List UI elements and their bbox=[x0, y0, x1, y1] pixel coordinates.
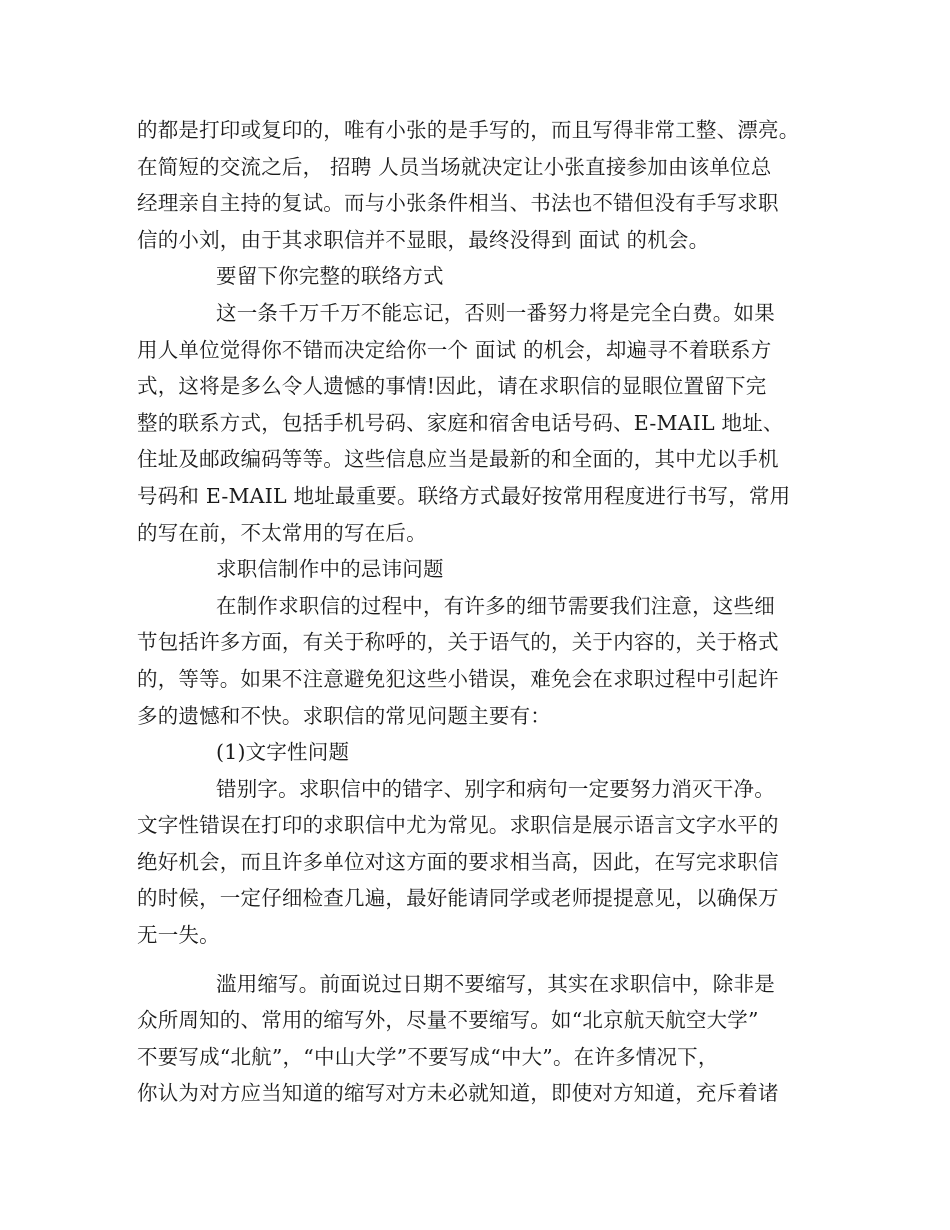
text-line: 整的联系方式，包括手机号码、家庭和宿舍电话号码、E-MAIL 地址、 bbox=[137, 410, 784, 435]
text-line: 的时候，一定仔细检查几遍，最好能请同学或老师提提意见，以确保万 bbox=[137, 886, 779, 911]
text-line: 这一条千万千万不能忘记，否则一番努力将是完全白费。如果 bbox=[216, 300, 775, 325]
text-line: 错别字。求职信中的错字、别字和病句一定要努力消灭干净。 bbox=[216, 776, 775, 801]
text-line: 的都是打印或复印的，唯有小张的是手写的，而且写得非常工整、漂亮。 bbox=[137, 118, 800, 142]
text-line: 在简短的交流之后， 招聘 人员当场就决定让小张直接参加由该单位总 bbox=[137, 154, 772, 179]
text-line: 多的遗憾和不快。求职信的常见问题主要有： bbox=[137, 703, 551, 728]
text-line: 要留下你完整的联络方式 bbox=[216, 264, 444, 289]
text-line: 绝好机会，而且许多单位对这方面的要求相当高，因此，在写完求职信 bbox=[137, 849, 779, 874]
paragraph-spacer bbox=[137, 954, 827, 966]
text-line: (1)文字性问题 bbox=[216, 740, 350, 765]
text-line: 众所周知的、常用的缩写外，尽量不要缩写。如“北京航天航空大学” bbox=[137, 1008, 759, 1033]
text-line: 求职信制作中的忌讳问题 bbox=[216, 557, 444, 582]
text-line: 不要写成“北航”，“中山大学”不要写成“中大”。在许多情况下， bbox=[137, 1044, 719, 1069]
text-line: 你认为对方应当知道的缩写对方未必就知道，即使对方知道，充斥着诸 bbox=[137, 1081, 779, 1106]
text-line: 无一失。 bbox=[137, 923, 220, 948]
text-line: 经理亲自主持的复试。而与小张条件相当、书法也不错但没有手写求职 bbox=[137, 191, 779, 216]
text-line: 节包括许多方面，有关于称呼的，关于语气的，关于内容的，关于格式 bbox=[137, 630, 779, 655]
text-line: 式，这将是多么令人遗憾的事情!因此，请在求职信的显眼位置留下完 bbox=[137, 374, 767, 399]
text-line: 的写在前，不太常用的写在后。 bbox=[137, 520, 427, 545]
text-line: 号码和 E-MAIL 地址最重要。联络方式最好按常用程度进行书写，常用 bbox=[137, 483, 791, 508]
text-line: 在制作求职信的过程中，有许多的细节需要我们注意，这些细 bbox=[216, 593, 775, 618]
text-line: 信的小刘，由于其求职信并不显眼，最终没得到 面试 的机会。 bbox=[137, 227, 710, 252]
text-line: 文字性错误在打印的求职信中尤为常见。求职信是展示语言文字水平的 bbox=[137, 813, 779, 838]
text-line: 滥用缩写。前面说过日期不要缩写，其实在求职信中，除非是 bbox=[216, 971, 775, 996]
text-line: 的，等等。如果不注意避免犯这些小错误，难免会在求职过程中引起许 bbox=[137, 666, 779, 691]
text-line: 用人单位觉得你不错而决定给你一个 面试 的机会，却遍寻不着联系方 bbox=[137, 337, 772, 362]
document-body bbox=[137, 112, 827, 1112]
text-line: 住址及邮政编码等等。这些信息应当是最新的和全面的，其中尤以手机 bbox=[137, 447, 779, 472]
